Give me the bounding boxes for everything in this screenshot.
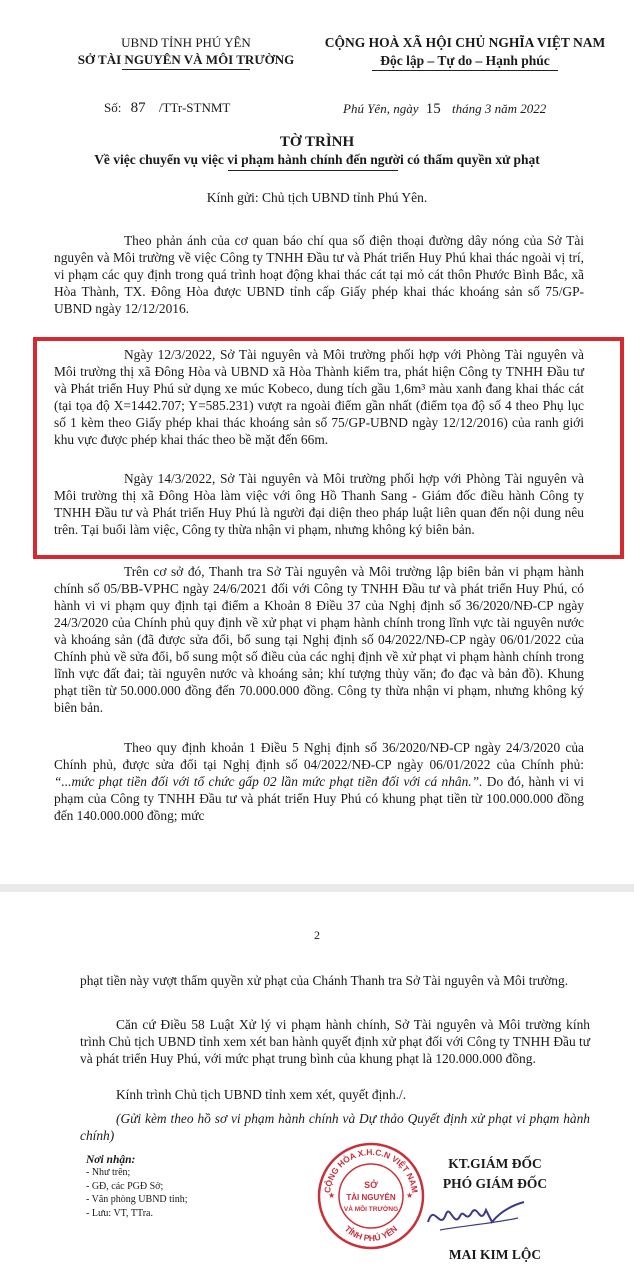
p2-attachment-note: (Gửi kèm theo hồ sơ vi phạm hành chính và Dự thảo Quyết định xử phạt vi phạm hành chính) xyxy=(80,1111,590,1143)
number-value: 87 xyxy=(130,100,146,116)
p2-paragraph-1: phạt tiền này vượt thẩm quyền xử phạt của Chánh Thanh tra Sở Tài nguyên và Môi trường. xyxy=(80,973,569,988)
national-motto: Độc lập – Tự do – Hạnh phúc xyxy=(380,53,550,68)
paragraph-1: Theo phản ánh của cơ quan báo chí qua số điện thoại đường dây nóng của Sở Tài nguyên và Môi trường về việc Công ty TNHH Đầu tư và Phát triển Huy Phú khai thác ngoài vị trí, vi phạm các quy định trong quá trình hoạt động khai thác cát tại mỏ cát thôn Phước Bình Bắc, xã Hòa Thành, TX. Đông Hòa được UBND tỉnh cấp Giấy phép khai thác khoáng sản số 75/GP-UBND ngày 12/12/2016. xyxy=(54,233,584,316)
seal-center-3: VÀ MÔI TRƯỜNG xyxy=(343,1206,399,1213)
header-right xyxy=(300,34,630,71)
seal-center-1: SỞ xyxy=(364,1180,378,1190)
paragraph-4: Trên cơ sở đó, Thanh tra Sở Tài nguyên và Môi trường lập biên bản vi phạm hành chính số 05/BB-VPHC ngày 24/6/2021 đối với Công ty TNHH Đầu tư và phát triển Huy Phú, có hành vi vi phạm quy định tại điểm a Khoản 8 Điều 37 của Nghị định số 36/2020/NĐ-CP ngày 24/3/2020 của Chính phủ quy định về xử phạt vi phạm hành chính trong lĩnh vực tài nguyên nước và khoáng sản (đã được sửa đổi, bổ sung tại Nghị định số 04/2022/NĐ-CP ngày 06/01/2022 của Chính phủ về sửa đổi, bổ sung một số điều của các nghị định về xử phạt vi phạm hành chính trong lĩnh vực đất đai; tài nguyên nước và khoáng sản; khí tượng thủy văn; đo đạc và bản đồ). Khung phạt tiền từ 50.000.000 đồng đến 70.000.000 đồng. Công ty thừa nhận vi phạm, nhưng không ký biên bản. xyxy=(54,564,584,715)
official-seal xyxy=(316,1136,426,1256)
header-left xyxy=(66,34,306,70)
p2-paragraph-2: Căn cứ Điều 58 Luật Xử lý vi phạm hành chính, Sở Tài nguyên và Môi trường kính trình Chủ tịch UBND tỉnh xem xét ban hành quyết định xử phạt đối với Công ty TNHH Đầu tư và phát triển Huy Phú, với mức phạt trung bình của khung phạt là 120.000.000 đồng. xyxy=(80,1017,590,1066)
page-number: 2 xyxy=(314,928,320,942)
paragraph-5: Theo quy định khoản 1 Điều 5 Nghị định số 36/2020/NĐ-CP ngày 24/3/2020 của Chính phủ, được sửa đổi tại Nghị định số 04/2022/NĐ-CP ngày 06/01/2022 của Chính phủ: “...mức phạt tiền đối với tổ chức gấp 02 lần mức phạt tiền đối với cá nhân.”. Do đó, hành vi vi phạm của Công ty TNHH Đầu tư và phát triển Huy Phú có khung phạt tiền từ 100.000.000 đồng đến 140.000.000 đồng; mức xyxy=(54,740,584,823)
paragraph-2: Ngày 12/3/2022, Sở Tài nguyên và Môi trường phối hợp với Phòng Tài nguyên và Môi trường thị xã Đông Hòa và UBND xã Hòa Thành kiểm tra, phát hiện Công ty TNHH Đầu tư và Phát triển Huy Phú sử dụng xe múc Kobeco, dung tích gầu 1,6m³ màu xanh đang khai thác cát (tại tọa độ X=1442.707; Y=585.231) vượt ra ngoài điểm gần nhất (điểm tọa độ số 4 theo Phụ lục số 1 kèm theo Giấy phép khai thác khoáng sản số 75/GP-UBND ngày 12/12/2016) của ranh giới khu vực được phép khai thác theo bề mặt đến 66m. xyxy=(54,347,584,447)
paragraph-3: Ngày 14/3/2022, Sở Tài nguyên và Môi trường phối hợp với Phòng Tài nguyên và Môi trường thị xã Đông Hòa làm việc với ông Hồ Thanh Sang - Giám đốc điều hành Công ty TNHH Đầu tư và Phát triển Huy Phú là người đại diện theo pháp luật liên quan đến nội dung nêu trên. Tại buổi làm việc, Công ty thừa nhận vi phạm, nhưng không ký biên bản. xyxy=(54,471,584,537)
recipient-item: - Văn phòng UBND tỉnh; xyxy=(86,1194,188,1205)
header-left-rule xyxy=(122,69,250,70)
recipients-title: Nơi nhận: xyxy=(86,1154,136,1166)
legal-quote: “...mức phạt tiền đối với tổ chức gấp 02 lần mức phạt tiền đối với cá nhân.”. xyxy=(54,774,483,789)
recipient-item: - Lưu: VT, TTra. xyxy=(86,1207,153,1219)
seal-ring-text: CỘNG HÒA X.H.C.N VIỆT NAM xyxy=(322,1146,420,1194)
seal-bottom-text: TỈNH PHÚ YÊN xyxy=(342,1223,400,1244)
svg-text:TỈNH PHÚ YÊN xyxy=(343,1224,399,1243)
signer-name: MAI KIM LỘC xyxy=(448,1247,542,1262)
document-date: Phú Yên, ngày 15 tháng 3 năm 2022 xyxy=(343,101,547,117)
recipients-block xyxy=(86,1154,286,1220)
document-subtitle: Về việc chuyển vụ việc vi phạm hành chính đến người có thẩm quyền xử phạt xyxy=(94,152,540,167)
star-icon: ★ xyxy=(406,1191,414,1200)
handwritten-signature xyxy=(420,1192,540,1242)
signer-title-2: PHÓ GIÁM ĐỐC xyxy=(442,1176,548,1191)
star-icon: ★ xyxy=(328,1191,336,1200)
document-title: TỜ TRÌNH xyxy=(279,134,355,150)
province-agency: UBND TỈNH PHÚ YÊN xyxy=(121,35,251,50)
title-rule xyxy=(228,170,398,171)
department-name: SỞ TÀI NGUYÊN VÀ MÔI TRƯỜNG xyxy=(77,52,295,67)
recipient-item: - Như trên; xyxy=(86,1167,131,1178)
header-right-rule xyxy=(372,70,558,71)
recipient-line: Kính gửi: Chủ tịch UBND tỉnh Phú Yên. xyxy=(206,190,428,205)
signer-title-1: KT.GIÁM ĐỐC xyxy=(448,1156,542,1171)
seal-center-2: TÀI NGUYÊN xyxy=(346,1193,396,1202)
document-number: Số: 87 /TTr-STNMT xyxy=(104,100,231,116)
recipient-item: - GĐ, các PGĐ Sở; xyxy=(86,1180,164,1192)
p2-paragraph-3: Kính trình Chủ tịch UBND tỉnh xem xét, quyết định./. xyxy=(116,1087,407,1102)
national-title: CỘNG HOÀ XÃ HỘI CHỦ NGHĨA VIỆT NAM xyxy=(324,35,606,50)
